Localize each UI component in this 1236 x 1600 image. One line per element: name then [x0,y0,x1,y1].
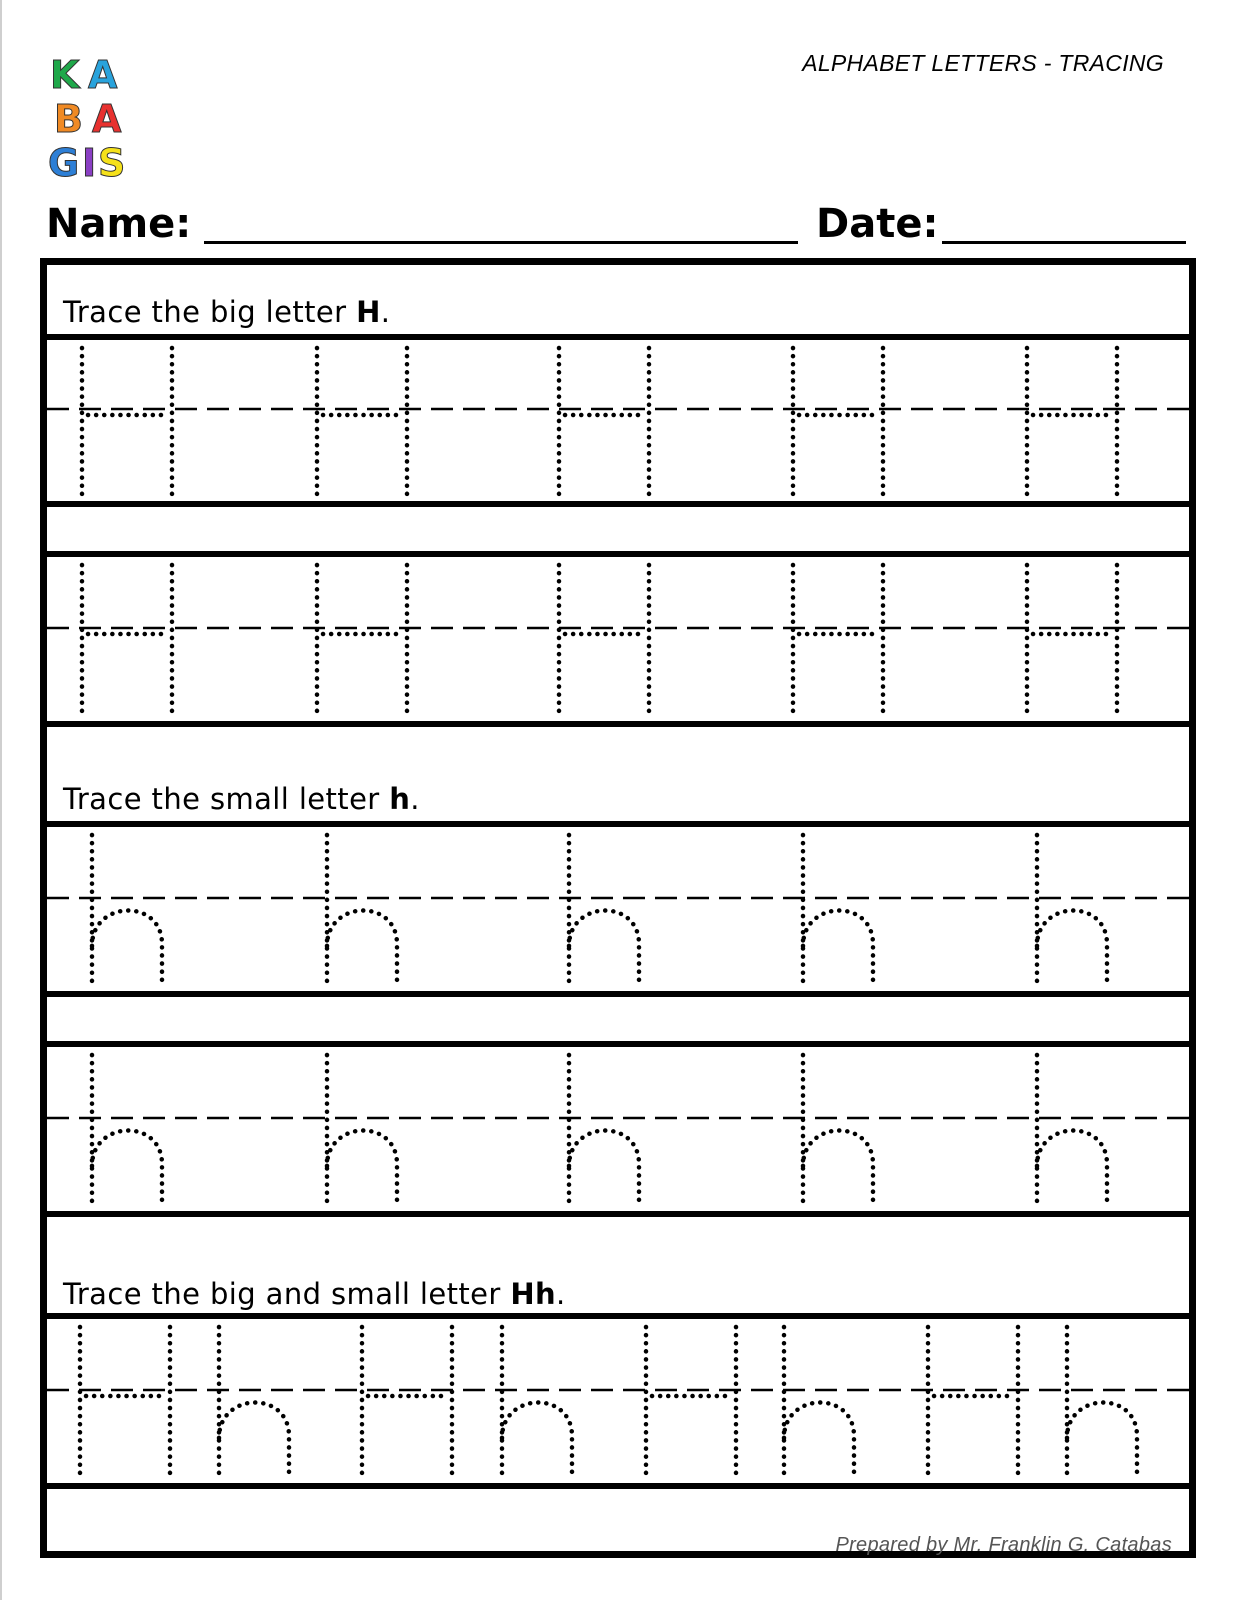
letter-h-arch [1037,910,1107,985]
svg-text:A: A [88,53,118,97]
tracing-row [47,348,1189,495]
kabagis-logo [48,52,138,182]
tracing-row [47,1327,1189,1477]
svg-text:A: A [92,97,122,141]
letter-h-arch [327,910,397,985]
tracing-row [47,835,1189,985]
footer-credit: Prepared by Mr. Franklin G. Catabas [835,1534,1172,1556]
letter-h-arch [803,910,873,985]
letter-h-arch [502,1402,572,1477]
svg-text:K: K [50,53,80,97]
letter-h-arch [784,1402,854,1477]
letter-h-arch [569,910,639,985]
letter-h-arch [219,1402,289,1477]
svg-text:S: S [98,141,126,182]
letter-h-arch [1037,1130,1107,1205]
letter-h-arch [92,910,162,985]
svg-text:B: B [54,97,83,141]
letter-h-arch [569,1130,639,1205]
tracing-row [47,565,1189,715]
date-field[interactable] [942,241,1186,244]
name-label: Name: [46,201,192,247]
instruction-big-small-letter: Trace the big and small letter Hh. [63,1277,566,1311]
svg-text:I: I [82,141,97,182]
letter-h-arch [327,1130,397,1205]
letter-h-arch [803,1130,873,1205]
worksheet-header-title: ALPHABET LETTERS - TRACING [802,50,1164,76]
tracing-rows [47,265,1189,1551]
name-date-row [46,200,1186,250]
letter-h-arch [92,1130,162,1205]
name-field[interactable] [204,241,798,244]
letter-h-arch [1067,1402,1137,1477]
date-label: Date: [816,201,939,247]
svg-text:G: G [48,141,80,182]
instruction-big-letter: Trace the big letter H. [63,295,391,329]
page-edge [0,0,2,1600]
instruction-small-letter: Trace the small letter h. [63,782,420,816]
tracing-sheet [40,258,1196,1558]
tracing-row [47,1055,1189,1205]
